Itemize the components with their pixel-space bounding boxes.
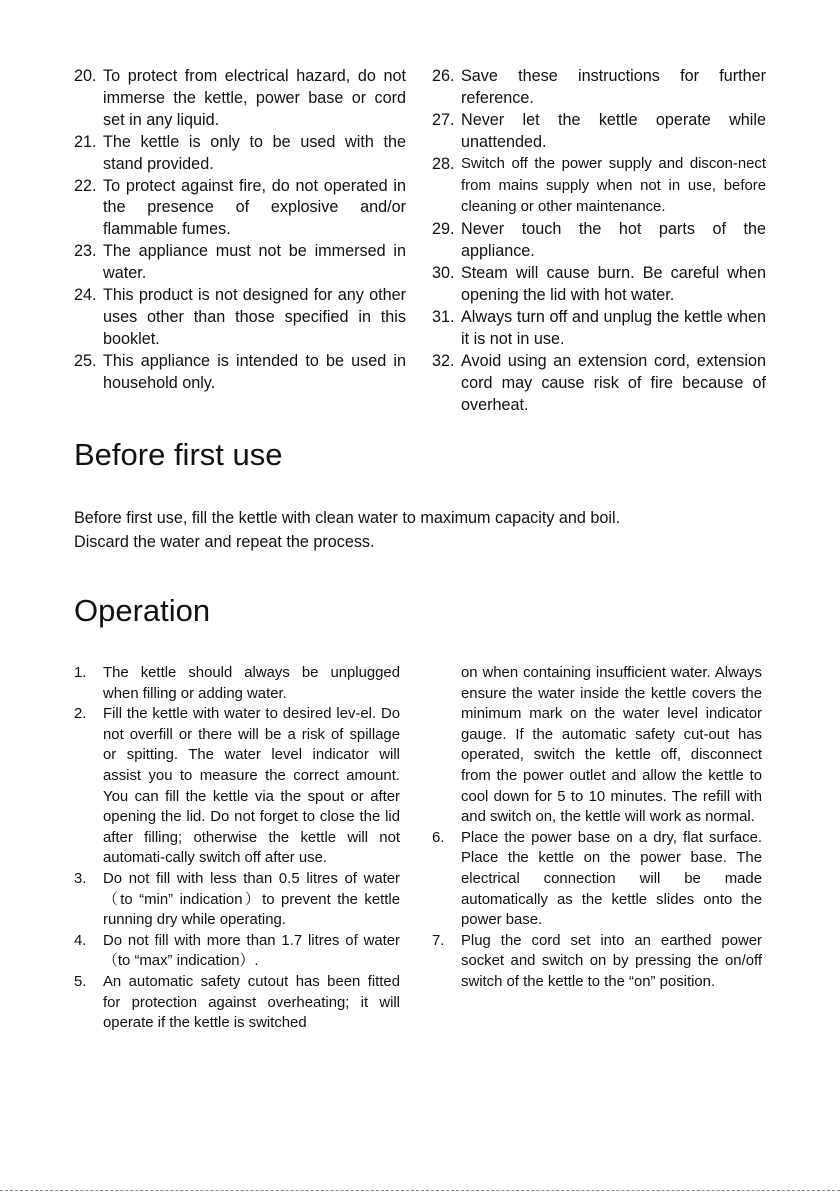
step-text: on when containing insufficient water. Always ensure the water inside the kettle covers the minimum mark on the water level indicator gauge. If the automatic safety cut-out has operated, switch the kettle off, disconnect from the power outlet and allow the kettle to cool down for 5 to 10 minutes. The refill with and switch on, the kettle will work as normal. (461, 665, 762, 826)
operation-step-continuation (432, 663, 762, 828)
operation-step (432, 828, 762, 931)
operation-list-right (432, 663, 762, 993)
item-number: 26. (432, 67, 455, 85)
before-first-use-heading: Before first use (74, 437, 283, 472)
item-text: Save these instructions for further reference. (461, 67, 766, 107)
safety-item (74, 66, 406, 132)
item-text: To protect against fire, do not operated in the presence of explosive and/or flammable fumes. (103, 176, 406, 239)
step-text: The kettle should always be unplugged when filling or adding water. (103, 665, 400, 702)
step-text: Do not fill with less than 0.5 litres of water（to “min” indication）to prevent the kettle running dry while operating. (103, 870, 400, 929)
operation-step (74, 972, 400, 1034)
item-text: This product is not designed for any other uses other than those specified in this booklet. (103, 286, 406, 348)
page-bottom-rule (0, 1190, 840, 1191)
step-text: Do not fill with more than 1.7 litres of water（to “max” indication）. (103, 932, 400, 970)
safety-item (432, 154, 766, 220)
item-number: 30. (432, 264, 455, 283)
before-first-use-line: Before first use, fill the kettle with clean water to maximum capacity and boil. (74, 509, 621, 527)
step-number: 2. (74, 706, 87, 723)
step-number: 6. (432, 829, 445, 846)
before-first-use-line: Discard the water and repeat the process. (74, 532, 375, 551)
step-number: 7. (432, 932, 445, 949)
safety-item (432, 110, 766, 154)
item-text: The appliance must not be immersed in water. (103, 242, 406, 283)
safety-item (74, 351, 406, 395)
step-indent (432, 663, 461, 828)
step-text: Fill the kettle with water to desired lev-el. Do not overfill or there will be a risk of spillage or spitting. The water level indicator will assist you to measure the correct amount. You can fill the kettle via the spout or after opening the lid. Do not forget to close the lid after filling; otherwise the kettle will not automati-cally switch off after use. (103, 706, 400, 867)
before-first-use-text (74, 507, 774, 554)
item-text: This appliance is intended to be used in household only. (103, 351, 406, 392)
item-number: 21. (74, 132, 97, 151)
operation-step (74, 931, 400, 972)
step-number: 4. (74, 932, 87, 949)
safety-item (432, 66, 766, 110)
step-number: 5. (74, 973, 87, 990)
step-number: 1. (74, 665, 87, 681)
item-number: 24. (74, 286, 97, 305)
safety-item (432, 263, 766, 307)
step-text: Plug the cord set into an earthed power socket and switch on by pressing the on/off switch of the kettle to the “on” position. (461, 932, 762, 990)
item-text: Switch off the power supply and discon-nect from mains supply when not in use, before cleaning or other maintenance. (461, 155, 766, 216)
operation-step (74, 869, 400, 931)
safety-list-right (432, 66, 766, 417)
item-number: 27. (432, 110, 455, 129)
safety-item (74, 132, 406, 176)
item-text: The kettle is only to be used with the stand provided. (103, 132, 406, 173)
item-number: 32. (432, 351, 455, 370)
step-text: Place the power base on a dry, flat surface. Place the kettle on the power base. The electrical connection will be made automatically as the kettle slides onto the power base. (461, 829, 762, 929)
step-number: 3. (74, 870, 87, 887)
item-number: 20. (74, 67, 97, 85)
item-text: Always turn off and unplug the kettle when it is not in use. (461, 307, 766, 348)
safety-item (74, 241, 406, 285)
item-text: Avoid using an extension cord, extension cord may cause risk of fire because of overheat. (461, 351, 766, 414)
item-number: 29. (432, 220, 455, 239)
step-text: An automatic safety cutout has been fitted for protection against overheating; it will operate if the kettle is switched (103, 973, 400, 1032)
item-number: 31. (432, 307, 455, 326)
item-text: Never touch the hot parts of the appliance. (461, 220, 766, 261)
operation-list-left (74, 663, 400, 1034)
item-number: 25. (74, 351, 97, 370)
item-number: 22. (74, 176, 97, 195)
operation-step (74, 704, 400, 869)
item-number: 23. (74, 242, 97, 261)
item-number: 28. (432, 154, 455, 173)
safety-item (432, 307, 766, 351)
safety-list-left (74, 66, 406, 395)
safety-item (74, 176, 406, 242)
item-text: Steam will cause burn. Be careful when opening the lid with hot water. (461, 264, 766, 305)
safety-item (74, 285, 406, 351)
operation-step (74, 663, 400, 704)
operation-heading: Operation (74, 593, 211, 628)
operation-step (432, 931, 762, 993)
safety-item (432, 219, 766, 263)
item-text: To protect from electrical hazard, do not immerse the kettle, power base or cord set in any liquid. (103, 67, 406, 129)
safety-item (432, 351, 766, 417)
item-text: Never let the kettle operate while unattended. (461, 110, 766, 151)
